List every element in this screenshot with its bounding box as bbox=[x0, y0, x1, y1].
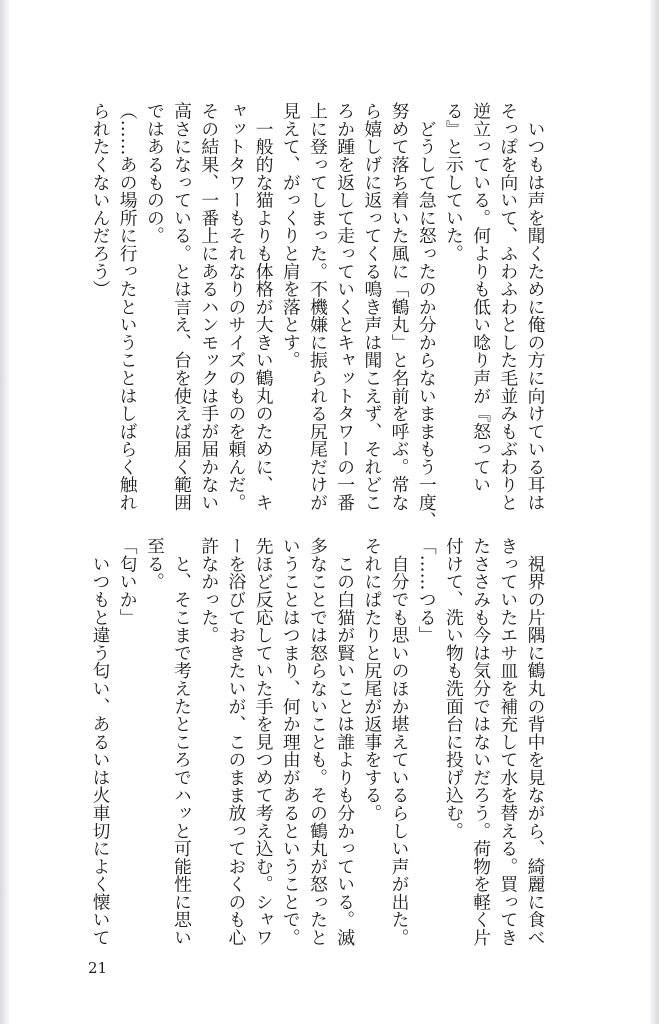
text-column: 「……つる」 bbox=[416, 537, 438, 644]
text-column: ろか踵を返して走っていくとキャットタワーの一番 bbox=[334, 102, 356, 512]
text-column: この白猫が賢いことは誰よりも分かっている。滅 bbox=[334, 537, 356, 947]
text-column: 一般的な猫よりも体格が大きい鶴丸のために、キ bbox=[253, 102, 275, 512]
text-column: ャットタワーもそれなりのサイズのものを頼んだ。 bbox=[225, 102, 247, 512]
text-column: それにぱたりと尻尾が返事をする。 bbox=[361, 537, 383, 822]
text-column: 努めて落ち着いた風に「鶴丸」と名前を呼ぶ。常な bbox=[389, 102, 411, 512]
text-column: （……あの場所に行ったということはしばらく触れ bbox=[117, 102, 139, 512]
page-edge-right bbox=[650, 0, 659, 1024]
text-column: 多なことでは怒らないことも。その鶴丸が怒ったと bbox=[307, 537, 329, 947]
text-column: いつもは声を聞くために俺の方に向けている耳は bbox=[525, 102, 546, 512]
text-column: いうことはつまり、何か理由があるということで。 bbox=[280, 537, 302, 947]
text-column: 視界の片隅に鶴丸の背中を見ながら、綺麗に食べ bbox=[525, 537, 546, 947]
text-column: る』と示していた。 bbox=[443, 102, 465, 263]
text-column: いつもと違う匂い、あるいは火車切によく懐いて bbox=[90, 537, 111, 947]
text-column: と、そこまで考えたところでハッと可能性に思い bbox=[171, 537, 193, 947]
text-column: きっていたエサ皿を補充して水を替える。買ってき bbox=[497, 537, 519, 947]
text-column: 許なかった。 bbox=[198, 537, 220, 644]
text-column: ら嬉しげに返ってくる鳴き声は聞こえず、それどこ bbox=[361, 102, 383, 512]
text-column: その結果、一番上にあるハンモックは手が届かない bbox=[198, 102, 220, 512]
text-column: 逆立っている。何よりも低い唸り声が『怒ってい bbox=[470, 102, 492, 494]
text-block-bottom bbox=[87, 537, 549, 947]
text-column: 自分でも思いのほか堪えているらしい声が出た。 bbox=[389, 537, 411, 947]
text-column: 付けて、洗い物も洗面台に投げ込む。 bbox=[443, 537, 465, 840]
text-column: どうして急に怒ったのか分からないままもう一度、 bbox=[416, 102, 438, 529]
page-edge-left bbox=[0, 0, 9, 1024]
text-column: ーを浴びておきたいが、このまま放っておくのも心 bbox=[225, 537, 247, 947]
text-column: 高さになっている。とは言え、台を使えば届く範囲 bbox=[171, 102, 193, 512]
text-block-top bbox=[87, 102, 549, 529]
text-column: 先ほど反応していた手を見つめて考え込む。シャワ bbox=[253, 537, 275, 947]
text-column: られたくないんだろう） bbox=[90, 102, 111, 298]
text-column: たささみも今は気分ではないだろう。荷物を軽く片 bbox=[470, 537, 492, 947]
text-column: 見えて、がっくりと肩を落とす。 bbox=[280, 102, 302, 369]
text-column: 「匂いか」 bbox=[117, 537, 139, 626]
text-column: そっぽを向いて、ふわふわとした毛並みもぶわりと bbox=[497, 102, 519, 512]
text-column: 上に登ってしまった。不機嫌に振られる尻尾だけが bbox=[307, 102, 329, 512]
text-column: 至る。 bbox=[144, 537, 166, 591]
text-column: ではあるものの。 bbox=[144, 102, 166, 245]
page-number: 21 bbox=[88, 959, 108, 977]
